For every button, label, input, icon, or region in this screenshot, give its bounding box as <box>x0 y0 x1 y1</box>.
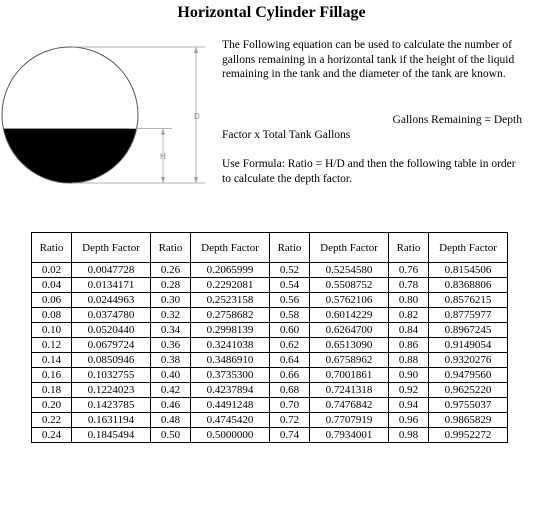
cell-depth-factor: 0.0374780 <box>72 308 151 323</box>
table-row <box>32 368 508 383</box>
cylinder-diagram <box>0 40 215 200</box>
cell-ratio: 0.62 <box>270 338 310 353</box>
cell-ratio: 0.30 <box>151 293 191 308</box>
cell-depth-factor: 0.6014229 <box>310 308 389 323</box>
cell-ratio: 0.92 <box>389 383 429 398</box>
cell-depth-factor: 0.6264700 <box>310 323 389 338</box>
h-label: H <box>160 151 166 161</box>
cell-ratio: 0.88 <box>389 353 429 368</box>
cell-ratio: 0.94 <box>389 398 429 413</box>
cell-depth-factor: 0.9625220 <box>429 383 508 398</box>
cell-depth-factor: 0.9755037 <box>429 398 508 413</box>
d-label: D <box>194 112 200 121</box>
cell-depth-factor: 0.3486910 <box>191 353 270 368</box>
intro-paragraph: The Following equation can be used to calculate the number of gallons remaining in a horizontal tank if the height of the liquid remaining in the tank and the diameter of the tank are known. <box>222 39 515 80</box>
table-row <box>32 353 508 368</box>
cell-depth-factor: 0.7241318 <box>310 383 389 398</box>
cell-ratio: 0.32 <box>151 308 191 323</box>
cell-depth-factor: 0.6513090 <box>310 338 389 353</box>
cell-depth-factor: 0.2758682 <box>191 308 270 323</box>
cell-ratio: 0.18 <box>32 383 72 398</box>
cell-depth-factor: 0.9952272 <box>429 428 508 443</box>
table-row <box>32 383 508 398</box>
equation-line-2: Factor x Total Tank Gallons <box>222 128 351 141</box>
equation-line-1: Gallons Remaining = Depth <box>392 114 522 126</box>
table-row <box>32 398 508 413</box>
cell-ratio: 0.98 <box>389 428 429 443</box>
cell-ratio: 0.74 <box>270 428 310 443</box>
cell-ratio: 0.50 <box>151 428 191 443</box>
cell-depth-factor: 0.0679724 <box>72 338 151 353</box>
cell-ratio: 0.22 <box>32 413 72 428</box>
cell-depth-factor: 0.1631194 <box>72 413 151 428</box>
cell-ratio: 0.20 <box>32 398 72 413</box>
cell-depth-factor: 0.7707919 <box>310 413 389 428</box>
cell-ratio: 0.36 <box>151 338 191 353</box>
cell-ratio: 0.82 <box>389 308 429 323</box>
cell-ratio: 0.66 <box>270 368 310 383</box>
cell-ratio: 0.68 <box>270 383 310 398</box>
cell-ratio: 0.46 <box>151 398 191 413</box>
cell-depth-factor: 0.3241038 <box>191 338 270 353</box>
cell-depth-factor: 0.1423785 <box>72 398 151 413</box>
header-ratio: Ratio <box>32 233 72 263</box>
table-row <box>32 293 508 308</box>
equation-paragraph <box>222 113 522 142</box>
cell-ratio: 0.64 <box>270 353 310 368</box>
cell-ratio: 0.78 <box>389 278 429 293</box>
cell-ratio: 0.80 <box>389 293 429 308</box>
table-header-row <box>32 233 508 263</box>
cell-ratio: 0.42 <box>151 383 191 398</box>
page-title: Horizontal Cylinder Fillage <box>177 4 366 21</box>
header-ratio: Ratio <box>151 233 191 263</box>
cell-ratio: 0.84 <box>389 323 429 338</box>
cell-depth-factor: 0.1845494 <box>72 428 151 443</box>
cell-depth-factor: 0.5254580 <box>310 263 389 278</box>
cell-ratio: 0.56 <box>270 293 310 308</box>
cell-ratio: 0.28 <box>151 278 191 293</box>
cell-ratio: 0.40 <box>151 368 191 383</box>
cell-ratio: 0.96 <box>389 413 429 428</box>
cell-ratio: 0.24 <box>32 428 72 443</box>
table-row <box>32 413 508 428</box>
header-depth-factor: Depth Factor <box>191 233 270 263</box>
cell-depth-factor: 0.8368806 <box>429 278 508 293</box>
h-arrow-bottom <box>161 177 165 183</box>
formula-paragraph: Use Formula: Ratio = H/D and then the following table in order to calculate the depth factor. <box>222 158 516 185</box>
table-row <box>32 278 508 293</box>
cell-depth-factor: 0.0520440 <box>72 323 151 338</box>
cell-depth-factor: 0.0244963 <box>72 293 151 308</box>
cell-ratio: 0.54 <box>270 278 310 293</box>
h-arrow-top <box>161 129 165 135</box>
depth-factor-table <box>31 232 508 443</box>
cell-depth-factor: 0.8967245 <box>429 323 508 338</box>
cell-depth-factor: 0.5508752 <box>310 278 389 293</box>
cell-ratio: 0.70 <box>270 398 310 413</box>
cell-depth-factor: 0.0850946 <box>72 353 151 368</box>
cell-ratio: 0.90 <box>389 368 429 383</box>
liquid-fill <box>0 129 140 200</box>
cell-depth-factor: 0.2523158 <box>191 293 270 308</box>
header-ratio: Ratio <box>270 233 310 263</box>
cell-depth-factor: 0.4745420 <box>191 413 270 428</box>
cell-ratio: 0.72 <box>270 413 310 428</box>
cell-ratio: 0.04 <box>32 278 72 293</box>
cell-ratio: 0.26 <box>151 263 191 278</box>
table-row <box>32 338 508 353</box>
cell-depth-factor: 0.1032755 <box>72 368 151 383</box>
cell-depth-factor: 0.4237894 <box>191 383 270 398</box>
cell-depth-factor: 0.8775977 <box>429 308 508 323</box>
cell-ratio: 0.16 <box>32 368 72 383</box>
cell-ratio: 0.08 <box>32 308 72 323</box>
cell-depth-factor: 0.5762106 <box>310 293 389 308</box>
cell-ratio: 0.58 <box>270 308 310 323</box>
cell-depth-factor: 0.2292081 <box>191 278 270 293</box>
cell-depth-factor: 0.4491248 <box>191 398 270 413</box>
cell-depth-factor: 0.6758962 <box>310 353 389 368</box>
cell-ratio: 0.12 <box>32 338 72 353</box>
header-depth-factor: Depth Factor <box>310 233 389 263</box>
cell-depth-factor: 0.0047728 <box>72 263 151 278</box>
table-row <box>32 323 508 338</box>
cell-ratio: 0.48 <box>151 413 191 428</box>
cell-depth-factor: 0.9320276 <box>429 353 508 368</box>
cell-depth-factor: 0.2065999 <box>191 263 270 278</box>
d-arrow-bottom <box>194 177 198 183</box>
table-body <box>32 263 508 443</box>
cell-ratio: 0.14 <box>32 353 72 368</box>
cell-depth-factor: 0.8154506 <box>429 263 508 278</box>
cell-ratio: 0.02 <box>32 263 72 278</box>
table-row <box>32 263 508 278</box>
cell-ratio: 0.52 <box>270 263 310 278</box>
table-row <box>32 428 508 443</box>
cell-depth-factor: 0.3735300 <box>191 368 270 383</box>
cell-depth-factor: 0.1224023 <box>72 383 151 398</box>
cell-depth-factor: 0.0134171 <box>72 278 151 293</box>
cell-ratio: 0.38 <box>151 353 191 368</box>
cell-depth-factor: 0.2998139 <box>191 323 270 338</box>
cell-ratio: 0.06 <box>32 293 72 308</box>
cell-depth-factor: 0.8576215 <box>429 293 508 308</box>
cell-ratio: 0.10 <box>32 323 72 338</box>
cell-ratio: 0.60 <box>270 323 310 338</box>
cell-depth-factor: 0.7476842 <box>310 398 389 413</box>
header-depth-factor: Depth Factor <box>429 233 508 263</box>
header-ratio: Ratio <box>389 233 429 263</box>
cell-depth-factor: 0.9149054 <box>429 338 508 353</box>
cell-depth-factor: 0.7001861 <box>310 368 389 383</box>
cell-ratio: 0.86 <box>389 338 429 353</box>
d-arrow-top <box>194 47 198 53</box>
cell-ratio: 0.34 <box>151 323 191 338</box>
cell-depth-factor: 0.9865829 <box>429 413 508 428</box>
cell-depth-factor: 0.7934001 <box>310 428 389 443</box>
cell-ratio: 0.76 <box>389 263 429 278</box>
table-row <box>32 308 508 323</box>
header-depth-factor: Depth Factor <box>72 233 151 263</box>
cell-depth-factor: 0.5000000 <box>191 428 270 443</box>
cell-depth-factor: 0.9479560 <box>429 368 508 383</box>
